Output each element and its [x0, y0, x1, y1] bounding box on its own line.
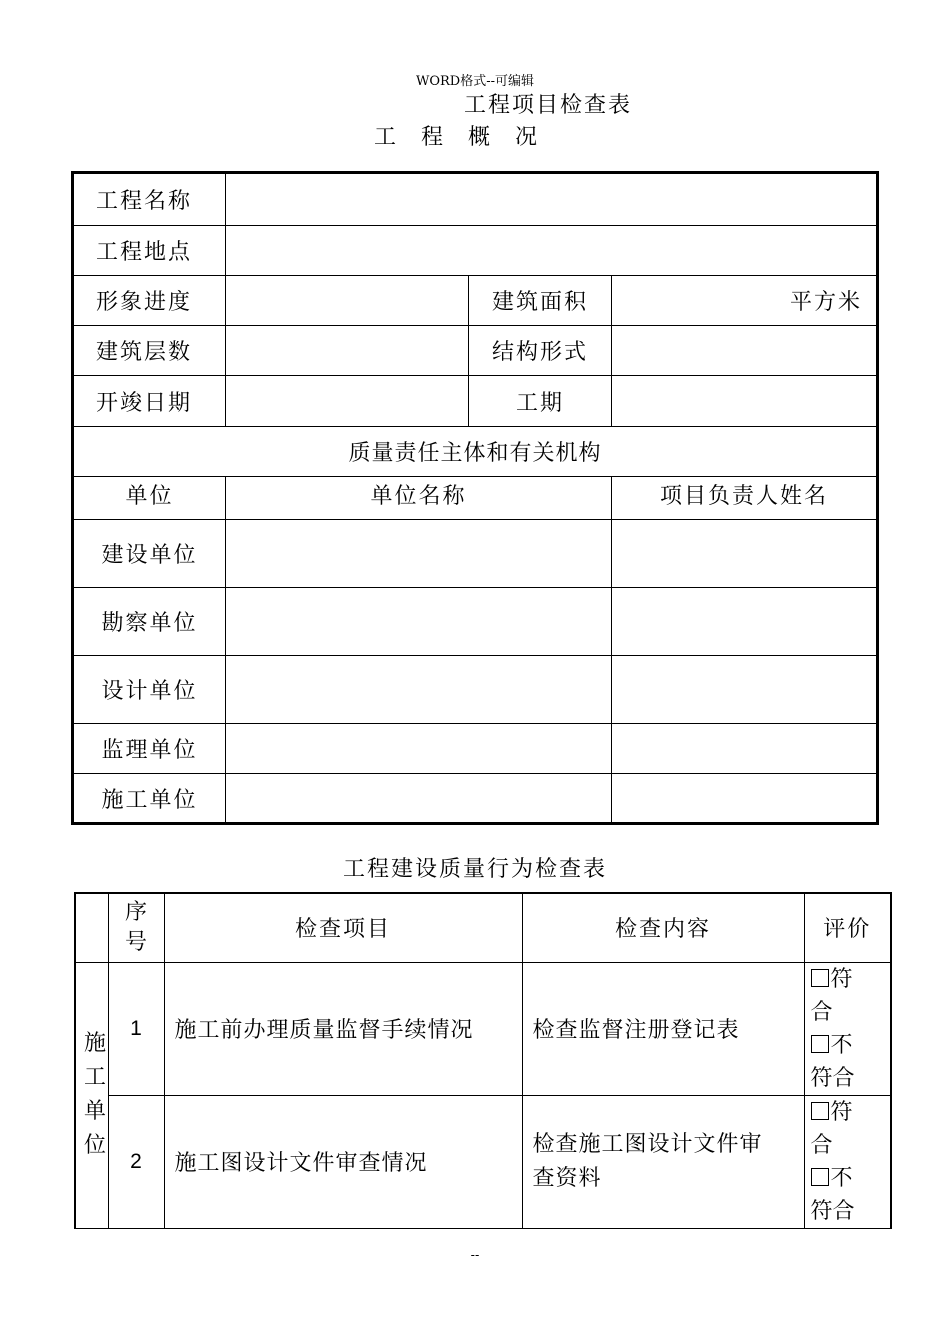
duration-value[interactable] — [612, 376, 878, 427]
manager-design[interactable] — [612, 656, 878, 724]
row-content — [522, 1095, 804, 1228]
start-date-value[interactable] — [226, 376, 469, 427]
eval-yes-text: 符 — [830, 966, 853, 992]
eval-no-text: 不 — [830, 1032, 853, 1058]
col-unit-header: 单位 — [73, 477, 226, 520]
col-seq-char-2: 号 — [124, 929, 147, 955]
unit-name-contractor[interactable] — [226, 774, 612, 824]
checkbox-no[interactable] — [811, 1168, 829, 1186]
behavior-section-title: 工程建设质量行为检查表 — [343, 857, 608, 882]
eval-no-option[interactable] — [811, 1029, 891, 1062]
unit-label-survey: 勘察单位 — [73, 588, 226, 656]
eval-yes-option[interactable] — [811, 1096, 891, 1129]
eval-yes-text: 符 — [830, 1099, 853, 1125]
unit-name-supervision[interactable] — [226, 724, 612, 774]
unit-name-design[interactable] — [226, 656, 612, 724]
row-item: 施工前办理质量监督手续情况 — [164, 962, 522, 1095]
group-char-3: 单 — [84, 1099, 107, 1124]
project-location-value[interactable] — [226, 226, 878, 276]
progress-value[interactable] — [226, 276, 469, 326]
duration-label: 工期 — [469, 376, 612, 427]
group-char-1: 施 — [84, 1031, 107, 1056]
eval-yes-option[interactable] — [811, 963, 891, 996]
checkbox-no[interactable] — [811, 1035, 829, 1053]
col-manager-header: 项目负责人姓名 — [612, 477, 878, 520]
col-eval-header: 评价 — [804, 893, 891, 962]
eval-no-text-2: 符合 — [810, 1198, 855, 1224]
checkbox-yes[interactable] — [811, 969, 829, 987]
group-label-contractor — [75, 962, 108, 1228]
manager-survey[interactable] — [612, 588, 878, 656]
col-unit-name-header: 单位名称 — [226, 477, 612, 520]
manager-supervision[interactable] — [612, 724, 878, 774]
row-content-line-1: 检查施工图设计文件审 — [532, 1131, 763, 1157]
group-char-2: 工 — [84, 1065, 107, 1090]
unit-label-construction: 建设单位 — [73, 520, 226, 588]
manager-construction[interactable] — [612, 520, 878, 588]
document-title: 工程项目检查表 — [464, 93, 633, 118]
row-content-line-2: 查资料 — [532, 1165, 602, 1191]
floors-value[interactable] — [226, 326, 469, 376]
row-seq: 2 — [108, 1095, 164, 1228]
structure-label: 结构形式 — [469, 326, 612, 376]
start-date-label: 开竣日期 — [73, 376, 226, 427]
project-overview-table — [71, 171, 879, 825]
unit-name-construction[interactable] — [226, 520, 612, 588]
structure-value[interactable] — [612, 326, 878, 376]
row-seq: 1 — [108, 962, 164, 1095]
building-area-label: 建筑面积 — [469, 276, 612, 326]
unit-name-survey[interactable] — [226, 588, 612, 656]
unit-label-supervision: 监理单位 — [73, 724, 226, 774]
table-row — [75, 962, 891, 1095]
project-name-value[interactable] — [226, 173, 878, 226]
table-row — [75, 1095, 891, 1228]
eval-no-option[interactable] — [811, 1162, 891, 1195]
eval-no-text: 不 — [830, 1165, 853, 1191]
col-seq-header — [108, 893, 164, 962]
checkbox-yes[interactable] — [811, 1102, 829, 1120]
area-unit: 平方米 — [612, 276, 878, 326]
eval-no-text-2: 符合 — [810, 1065, 855, 1091]
row-eval — [804, 1095, 891, 1228]
header-note: WORD格式--可编辑 — [415, 74, 535, 89]
manager-contractor[interactable] — [612, 774, 878, 824]
group-char-4: 位 — [84, 1133, 107, 1158]
project-name-label: 工程名称 — [73, 173, 226, 226]
row-eval — [804, 962, 891, 1095]
col-seq-char-1: 序 — [124, 899, 147, 925]
project-location-label: 工程地点 — [73, 226, 226, 276]
row-item: 施工图设计文件审查情况 — [164, 1095, 522, 1228]
unit-label-contractor: 施工单位 — [73, 774, 226, 824]
responsibility-title: 质量责任主体和有关机构 — [73, 427, 878, 477]
progress-label: 形象进度 — [73, 276, 226, 326]
eval-yes-text-2: 合 — [810, 1132, 833, 1158]
overview-section-title: 工 程 概 况 — [374, 125, 546, 150]
quality-behavior-table — [74, 892, 892, 1229]
footer-mark: -- — [470, 1248, 480, 1262]
unit-label-design: 设计单位 — [73, 656, 226, 724]
col-content-header: 检查内容 — [522, 893, 804, 962]
floors-label: 建筑层数 — [73, 326, 226, 376]
col-item-header: 检查项目 — [164, 893, 522, 962]
eval-yes-text-2: 合 — [810, 999, 833, 1025]
row-content — [522, 962, 804, 1095]
group-header-cell — [75, 893, 108, 962]
row-content-line-1: 检查监督注册登记表 — [532, 1018, 740, 1043]
